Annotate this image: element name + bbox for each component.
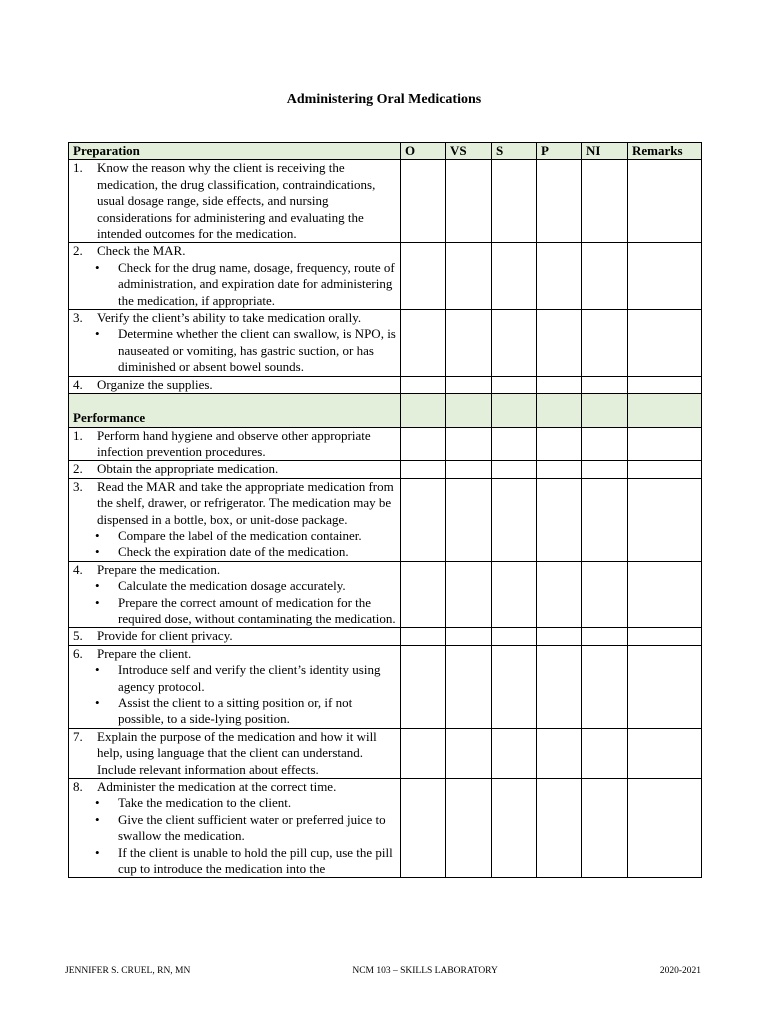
score-cell[interactable] (582, 478, 628, 561)
step-cell (69, 728, 401, 778)
remarks-cell[interactable] (628, 561, 702, 628)
score-cell[interactable] (492, 728, 537, 778)
bullet-text: Prepare the correct amount of medication for the required dose, without contaminating the medication. (118, 594, 396, 626)
footer-year: 2020-2021 (659, 966, 701, 976)
score-cell[interactable] (582, 243, 628, 310)
score-cell[interactable] (446, 243, 492, 310)
bullet-icon: • (95, 578, 100, 594)
list-item (73, 795, 396, 811)
step-cell (69, 427, 401, 461)
score-cell[interactable] (401, 243, 446, 310)
score-cell[interactable] (582, 160, 628, 243)
table-row (69, 561, 702, 628)
bullet-icon: • (95, 326, 100, 342)
preparation-heading: Preparation (69, 143, 401, 160)
performance-header-row (69, 394, 702, 427)
step-cell (69, 779, 401, 878)
skills-checklist-table (68, 142, 702, 878)
step-number: 1. (73, 427, 83, 443)
step-number: 2. (73, 243, 83, 259)
score-cell[interactable] (401, 461, 446, 478)
preparation-steps (69, 160, 702, 394)
score-cell[interactable] (401, 427, 446, 461)
column-header-ni: NI (582, 143, 628, 160)
score-cell[interactable] (446, 427, 492, 461)
score-cell[interactable] (401, 561, 446, 628)
remarks-cell[interactable] (628, 394, 702, 427)
footer-author: JENNIFER S. CRUEL, RN, MN (65, 966, 191, 976)
score-cell[interactable] (401, 728, 446, 778)
step-number: 1. (73, 160, 83, 176)
list-item (73, 544, 396, 560)
step-number: 6. (73, 645, 83, 661)
list-item (73, 326, 396, 375)
step-text: Prepare the medication. (97, 561, 221, 577)
score-cell[interactable] (492, 394, 537, 427)
score-cell[interactable] (582, 561, 628, 628)
score-cell[interactable] (537, 160, 582, 243)
remarks-cell[interactable] (628, 645, 702, 728)
bullet-text: Take the medication to the client. (118, 795, 292, 811)
list-item (73, 845, 396, 878)
step-cell (69, 160, 401, 243)
score-cell[interactable] (446, 728, 492, 778)
score-cell[interactable] (582, 645, 628, 728)
bullet-text: Introduce self and verify the client’s identity using agency protocol. (118, 662, 381, 694)
preparation-header-row (69, 143, 702, 160)
score-cell[interactable] (446, 478, 492, 561)
step-text: Organize the supplies. (97, 376, 213, 392)
column-header-o: O (401, 143, 446, 160)
list-item (73, 578, 396, 594)
table-row (69, 160, 702, 243)
score-cell[interactable] (446, 461, 492, 478)
score-cell[interactable] (446, 628, 492, 645)
page-footer (65, 966, 701, 976)
step-text: Obtain the appropriate medication. (97, 461, 279, 477)
remarks-cell[interactable] (628, 427, 702, 461)
score-cell[interactable] (446, 561, 492, 628)
step-cell (69, 243, 401, 310)
table-row (69, 645, 702, 728)
column-header-remarks: Remarks (628, 143, 702, 160)
step-cell (69, 561, 401, 628)
step-text: Check the MAR. (97, 243, 186, 259)
performance-section (69, 394, 702, 427)
bullet-text: Assist the client to a sitting position or, if not possible, to a side-lying position. (118, 695, 353, 727)
score-cell[interactable] (537, 728, 582, 778)
table-row (69, 427, 702, 461)
table-row (69, 461, 702, 478)
step-cell (69, 645, 401, 728)
score-cell[interactable] (492, 461, 537, 478)
score-cell[interactable] (537, 478, 582, 561)
step-text: Explain the purpose of the medication and how it will help, using language that the client can understand. Include relevant information about effects. (97, 728, 377, 777)
performance-steps (69, 427, 702, 878)
list-item (73, 695, 396, 728)
performance-heading: Performance (69, 394, 401, 427)
step-text: Provide for client privacy. (97, 628, 233, 644)
score-cell[interactable] (537, 461, 582, 478)
score-cell[interactable] (582, 310, 628, 377)
table-row (69, 376, 702, 393)
table-row (69, 628, 702, 645)
score-cell[interactable] (401, 394, 446, 427)
list-item (73, 662, 396, 695)
bullet-text: Determine whether the client can swallow, is NPO, is nauseated or vomiting, has gastric suction, or has diminished or absent bowel sounds. (118, 326, 396, 375)
bullet-icon: • (95, 594, 100, 610)
remarks-cell[interactable] (628, 461, 702, 478)
remarks-cell[interactable] (628, 243, 702, 310)
score-cell[interactable] (537, 394, 582, 427)
bullet-text: If the client is unable to hold the pill cup, use the pill cup to introduce the medication into the (118, 844, 393, 877)
bullet-icon: • (95, 527, 100, 543)
score-cell[interactable] (582, 728, 628, 778)
score-cell[interactable] (582, 461, 628, 478)
score-cell[interactable] (537, 628, 582, 645)
score-cell[interactable] (446, 376, 492, 393)
column-header-p: P (537, 143, 582, 160)
score-cell[interactable] (492, 310, 537, 377)
score-cell[interactable] (582, 376, 628, 393)
score-cell[interactable] (401, 376, 446, 393)
step-text: Administer the medication at the correct time. (97, 779, 337, 795)
bullet-icon: • (95, 795, 100, 811)
score-cell[interactable] (582, 427, 628, 461)
step-number: 3. (73, 310, 83, 326)
score-cell[interactable] (492, 628, 537, 645)
score-cell[interactable] (492, 478, 537, 561)
footer-course: NCM 103 – SKILLS LABORATORY (352, 966, 498, 976)
score-cell[interactable] (446, 394, 492, 427)
score-cell[interactable] (401, 310, 446, 377)
score-cell[interactable] (537, 645, 582, 728)
score-cell[interactable] (537, 561, 582, 628)
score-cell[interactable] (492, 561, 537, 628)
step-number: 4. (73, 561, 83, 577)
step-cell (69, 478, 401, 561)
score-cell[interactable] (582, 628, 628, 645)
column-header-vs: VS (446, 143, 492, 160)
step-text: Prepare the client. (97, 645, 192, 661)
score-cell[interactable] (446, 645, 492, 728)
list-item (73, 528, 396, 544)
remarks-cell[interactable] (628, 478, 702, 561)
score-cell[interactable] (537, 243, 582, 310)
table-row (69, 243, 702, 310)
score-cell[interactable] (492, 160, 537, 243)
bullet-icon: • (95, 811, 100, 827)
score-cell[interactable] (492, 427, 537, 461)
bullet-icon: • (95, 544, 100, 560)
table-row (69, 728, 702, 778)
step-text: Read the MAR and take the appropriate medication from the shelf, drawer, or refrigerator. The medication may be dispensed in a bottle, box, or unit-dose package. (97, 478, 394, 527)
step-number: 2. (73, 461, 83, 477)
score-cell[interactable] (446, 779, 492, 878)
score-cell[interactable] (582, 779, 628, 878)
step-cell (69, 310, 401, 377)
score-cell[interactable] (537, 376, 582, 393)
step-cell (69, 628, 401, 645)
bullet-text: Check the expiration date of the medication. (118, 544, 349, 560)
bullet-icon: • (95, 259, 100, 275)
score-cell[interactable] (401, 478, 446, 561)
list-item (73, 260, 396, 309)
score-cell[interactable] (446, 160, 492, 243)
column-header-s: S (492, 143, 537, 160)
table-row (69, 310, 702, 377)
step-cell (69, 376, 401, 393)
bullet-text: Compare the label of the medication container. (118, 527, 362, 543)
step-number: 3. (73, 478, 83, 494)
step-number: 4. (73, 376, 83, 392)
score-cell[interactable] (537, 310, 582, 377)
list-item (73, 595, 396, 628)
step-text: Perform hand hygiene and observe other appropriate infection prevention procedures. (97, 427, 371, 459)
step-number: 5. (73, 628, 83, 644)
score-cell[interactable] (401, 779, 446, 878)
score-cell[interactable] (446, 310, 492, 377)
bullet-text: Calculate the medication dosage accurately. (118, 578, 346, 594)
step-text: Know the reason why the client is receiving the medication, the drug classification, contraindications, usual dosage range, side effects, and nursing considerations for administering and evaluating the intended outcomes for the medication. (97, 160, 376, 242)
remarks-cell[interactable] (628, 376, 702, 393)
list-item (73, 812, 396, 845)
score-cell[interactable] (582, 394, 628, 427)
score-cell[interactable] (401, 628, 446, 645)
table-row (69, 478, 702, 561)
score-cell[interactable] (537, 427, 582, 461)
score-cell[interactable] (492, 243, 537, 310)
score-cell[interactable] (537, 779, 582, 878)
bullet-icon: • (95, 695, 100, 710)
remarks-cell[interactable] (628, 779, 702, 878)
page-title: Administering Oral Medications (286, 92, 482, 107)
table-row (69, 779, 702, 878)
bullet-icon: • (95, 844, 100, 860)
remarks-cell[interactable] (628, 160, 702, 243)
score-cell[interactable] (492, 645, 537, 728)
step-text: Verify the client’s ability to take medication orally. (97, 310, 362, 326)
bullet-icon: • (95, 662, 100, 678)
score-cell[interactable] (492, 779, 537, 878)
remarks-cell[interactable] (628, 628, 702, 645)
remarks-cell[interactable] (628, 728, 702, 778)
step-number: 7. (73, 728, 83, 744)
score-cell[interactable] (401, 160, 446, 243)
score-cell[interactable] (492, 376, 537, 393)
bullet-text: Check for the drug name, dosage, frequency, route of administration, and expiration date for administering the medication, if appropriate. (118, 259, 395, 308)
step-number: 8. (73, 779, 83, 795)
remarks-cell[interactable] (628, 310, 702, 377)
bullet-text: Give the client sufficient water or preferred juice to swallow the medication. (118, 811, 386, 844)
score-cell[interactable] (401, 645, 446, 728)
step-cell (69, 461, 401, 478)
